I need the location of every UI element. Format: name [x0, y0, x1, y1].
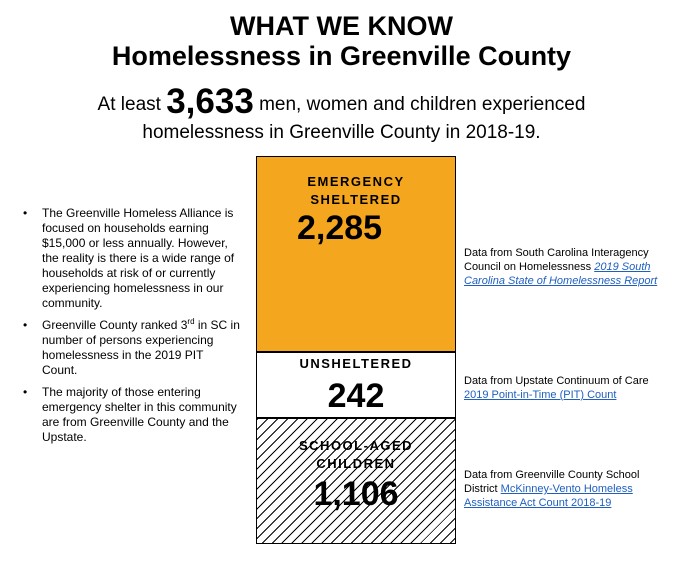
source-note-emergency [464, 246, 669, 288]
bullet-item: • The Greenville Homeless Alliance is focused on households earning $15,000 or less annually. However, the reality is there is a wide range of households at risk of or currently experiencing homelessness in our community. [18, 206, 240, 311]
source-note-unsheltered [464, 374, 669, 402]
source-note-school [464, 468, 669, 510]
emergency-label-line-1: EMERGENCY [307, 174, 405, 189]
bullet-item: • The majority of those entering emergency shelter in this community are from Greenville County and the Upstate. [18, 385, 240, 445]
source-text: Data from Upstate Continuum of Care [464, 375, 649, 387]
title-line-1: WHAT WE KNOW [230, 11, 453, 41]
source-link-mckinney-vento[interactable]: McKinney-Vento Homeless Assistance Act Count 2018-19 [464, 483, 633, 509]
emergency-sheltered-number: 2,285 [297, 209, 383, 247]
emergency-label-line-2: SHELTERED [310, 192, 402, 207]
source-link-state-report[interactable]: 2019 South Carolina State of Homelessness Report [464, 261, 658, 287]
bullet-text: in SC in number of persons experiencing homelessness in the 2019 PIT Count. [42, 318, 240, 377]
school-aged-label [257, 437, 455, 473]
unsheltered-number: 242 [327, 377, 385, 415]
emergency-sheltered-label [257, 173, 455, 209]
bullet-item [18, 318, 240, 378]
intro-line-1 [0, 84, 683, 123]
source-text: Data from South Carolina Interagency Council on Homelessness [464, 247, 649, 273]
unsheltered-block [256, 352, 456, 418]
ordinal-superscript: rd [187, 317, 195, 326]
intro-prefix: At least [97, 94, 161, 115]
intro-suffix: men, women and children experienced [259, 94, 586, 115]
bullet-text: Greenville County ranked 3 [42, 318, 188, 332]
intro-line-2: homelessness in Greenville County in 2018-19. [142, 122, 541, 143]
source-link-pit-count[interactable]: 2019 Point-in-Time (PIT) Count [464, 389, 617, 401]
school-aged-children-block [256, 418, 456, 544]
unsheltered-label: UNSHELTERED [299, 356, 413, 371]
school-aged-number: 1,106 [313, 475, 399, 513]
school-label-line-2: CHILDREN [316, 456, 396, 471]
total-count: 3,633 [166, 82, 254, 121]
title-line-2: Homelessness in Greenville County [111, 41, 572, 71]
emergency-sheltered-block [256, 156, 456, 352]
bullet-list [18, 206, 240, 445]
school-label-line-1: SCHOOL-AGED [299, 438, 413, 453]
source-text: Data from Greenville County School District [464, 469, 640, 495]
